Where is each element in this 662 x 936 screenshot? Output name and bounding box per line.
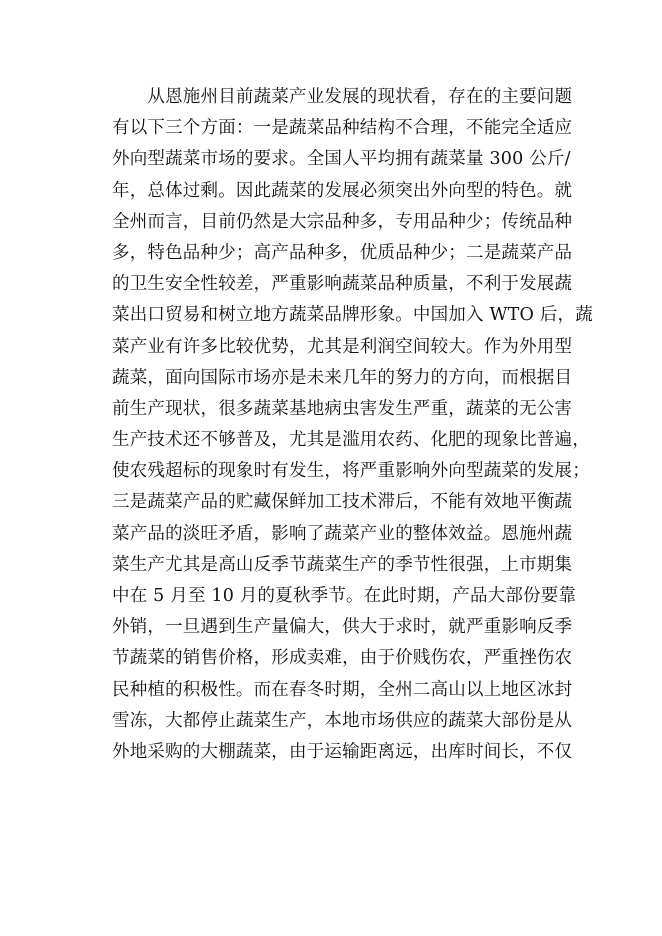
paragraph-line-19: 节蔬菜的销售价格，形成卖难，由于价贱伤农，严重挫伤农 xyxy=(112,648,573,669)
paragraph-line-7: 的卫生安全性较差，严重影响蔬菜品种质量，不利于发展蔬 xyxy=(112,274,573,295)
body-paragraph xyxy=(112,82,593,768)
paragraph-line-10: 蔬菜，面向国际市场亦是未来几年的努力的方向，而根据目 xyxy=(112,367,573,388)
paragraph-line-4: 年，总体过剩。因此蔬菜的发展必须突出外向型的特色。就 xyxy=(112,180,573,201)
paragraph-line-13: 使农残超标的现象时有发生，将严重影响外向型蔬菜的发展； xyxy=(112,461,590,482)
paragraph-line-18: 外销，一旦遇到生产量偏大，供大于求时，就严重影响反季 xyxy=(112,617,573,638)
paragraph-line-20: 民种植的积极性。而在春冬时期，全州二高山以上地区冰封 xyxy=(112,679,573,700)
paragraph-line-3: 外向型蔬菜市场的要求。全国人平均拥有蔬菜量 300 公斤/ xyxy=(112,149,571,170)
paragraph-line-15: 菜产品的淡旺矛盾，影响了蔬菜产业的整体效益。恩施州蔬 xyxy=(112,523,573,544)
paragraph-line-2: 有以下三个方面：一是蔬菜品种结构不合理，不能完全适应 xyxy=(112,118,573,139)
paragraph-line-5: 全州而言，目前仍然是大宗品种多，专用品种少；传统品种 xyxy=(112,211,573,232)
paragraph-line-22: 外地采购的大棚蔬菜，由于运输距离远，出库时间长，不仅 xyxy=(112,741,573,762)
paragraph-line-6: 多，特色品种少；高产品种多，优质品种少；二是蔬菜产品 xyxy=(112,242,573,263)
paragraph-line-8: 菜出口贸易和树立地方蔬菜品牌形象。中国加入 WTO 后，蔬 xyxy=(112,305,593,326)
paragraph-line-17: 中在 5 月至 10 月的夏秋季节。在此时期，产品大部份要靠 xyxy=(112,586,577,606)
paragraph-line-11: 前生产现状，很多蔬菜基地病虫害发生严重，蔬菜的无公害 xyxy=(112,398,573,419)
paragraph-line-14: 三是蔬菜产品的贮藏保鲜加工技术滞后，不能有效地平衡蔬 xyxy=(112,492,573,513)
paragraph-line-9: 菜产业有许多比较优势，尤其是利润空间较大。作为外用型 xyxy=(112,336,573,357)
paragraph-line-21: 雪冻，大都停止蔬菜生产，本地市场供应的蔬菜大部份是从 xyxy=(112,710,573,731)
paragraph-line-1: 从恩施州目前蔬菜产业发展的现状看，存在的主要问题 xyxy=(112,87,573,107)
paragraph-line-16: 菜生产尤其是高山反季节蔬菜生产的季节性很强，上市期集 xyxy=(112,554,573,575)
paragraph-line-12: 生产技术还不够普及，尤其是滥用农药、化肥的现象比普遍， xyxy=(112,430,590,451)
